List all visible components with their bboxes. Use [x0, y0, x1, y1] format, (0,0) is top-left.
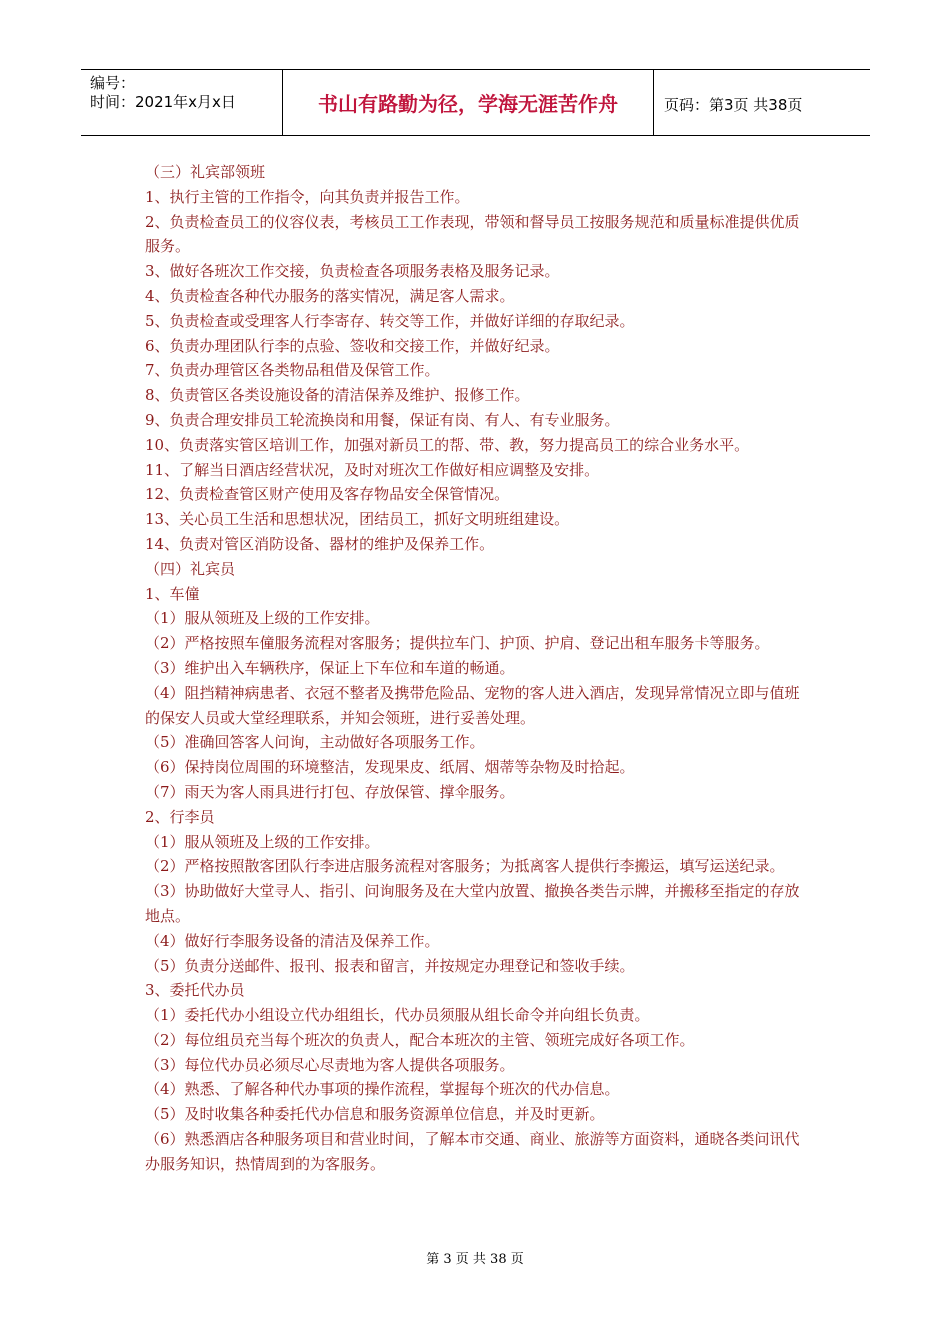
header-motto: 书山有路勤为径，学海无涯苦作舟 [318, 92, 618, 116]
body-paragraph: （三）礼宾部领班 [145, 163, 266, 181]
header-number-label: 编号： [90, 74, 136, 92]
body-paragraph: 11、了解当日酒店经营状况，及时对班次工作做好相应调整及安排。 [145, 460, 600, 479]
body-paragraph: 6、负责办理团队行李的点验、签收和交接工作，并做好纪录。 [145, 336, 560, 355]
body-paragraph: （3）协助做好大堂寻人、指引、问询服务及在大堂内放置、撤换各类告示牌，并搬移至指定的存放地点。 [145, 882, 800, 925]
body-paragraph: （4）做好行李服务设备的清洁及保养工作。 [145, 931, 440, 950]
body-paragraph: （2）每位组员充当每个班次的负责人，配合本班次的主管、领班完成好各项工作。 [145, 1030, 695, 1049]
body-paragraph: （6）熟悉酒店各种服务项目和营业时间，了解本市交通、商业、旅游等方面资料，通晓各类问讯代办服务知识，热情周到的为客服务。 [145, 1130, 800, 1173]
body-paragraph: 9、负责合理安排员工轮流换岗和用餐，保证有岗、有人、有专业服务。 [145, 410, 620, 429]
body-paragraph: （7）雨天为客人雨具进行打包、存放保管、撑伞服务。 [145, 782, 515, 801]
header-page-info: 页码：第3页 共38页 [664, 96, 803, 114]
body-paragraph: （1）服从领班及上级的工作安排。 [145, 609, 380, 628]
page-footer: 第 3 页 共 38 页 [426, 1252, 524, 1267]
body-paragraph: 1、执行主管的工作指令，向其负责并报告工作。 [145, 187, 470, 206]
header-bottom-rule [81, 135, 870, 136]
header-divider-right [653, 69, 654, 136]
body-paragraph: （6）保持岗位周围的环境整洁，发现果皮、纸屑、烟蒂等杂物及时拾起。 [145, 758, 635, 777]
body-paragraph: 7、负责办理管区各类物品租借及保管工作。 [145, 361, 440, 380]
document-body [145, 160, 810, 1177]
body-paragraph: 4、负责检查各种代办服务的落实情况，满足客人需求。 [145, 286, 515, 305]
body-paragraph: 8、负责管区各类设施设备的清洁保养及维护、报修工作。 [145, 386, 530, 405]
body-paragraph: （2）严格按照车僮服务流程对客服务；提供拉车门、护顶、护肩、登记出租车服务卡等服务。 [145, 634, 770, 653]
body-paragraph: （4）阻挡精神病患者、衣冠不整者及携带危险品、宠物的客人进入酒店，发现异常情况立即与值班的保安人员或大堂经理联系，并知会领班，进行妥善处理。 [145, 683, 800, 727]
body-paragraph: （1）委托代办小组设立代办组组长，代办员须服从组长命令并向组长负责。 [145, 1006, 650, 1025]
body-paragraph: 1、车僮 [145, 584, 200, 603]
body-paragraph: 3、委托代办员 [145, 981, 245, 1000]
body-paragraph: 5、负责检查或受理客人行李寄存、转交等工作，并做好详细的存取纪录。 [145, 311, 635, 330]
header-top-rule [81, 69, 870, 70]
body-paragraph: 12、负责检查管区财产使用及客存物品安全保管情况。 [145, 485, 510, 504]
body-paragraph: （5）负责分送邮件、报刊、报表和留言，并按规定办理登记和签收手续。 [145, 956, 635, 975]
body-paragraph: （5）及时收集各种委托代办信息和服务资源单位信息，并及时更新。 [145, 1105, 605, 1124]
body-paragraph: 14、负责对管区消防设备、器材的维护及保养工作。 [145, 534, 495, 553]
body-paragraph: （四）礼宾员 [145, 559, 236, 578]
body-paragraph: 10、负责落实管区培训工作，加强对新员工的帮、带、教，努力提高员工的综合业务水平。 [145, 435, 750, 454]
body-paragraph: （5）准确回答客人问询，主动做好各项服务工作。 [145, 733, 485, 752]
body-paragraph: 2、负责检查员工的仪容仪表，考核员工工作表现，带领和督导员工按服务规范和质量标准提供优质服务。 [145, 212, 800, 256]
body-paragraph: 2、行李员 [145, 807, 215, 826]
body-paragraph: 13、关心员工生活和思想状况，团结员工，抓好文明班组建设。 [145, 510, 570, 529]
header-date-label: 时间：2021年x月x日 [90, 93, 236, 111]
body-paragraph: （2）严格按照散客团队行李进店服务流程对客服务；为抵离客人提供行李搬运，填写运送纪录。 [145, 857, 785, 876]
body-paragraph: （3）每位代办员必须尽心尽责地为客人提供各项服务。 [145, 1055, 515, 1074]
body-paragraph: （4）熟悉、了解各种代办事项的操作流程，掌握每个班次的代办信息。 [145, 1080, 620, 1099]
body-paragraph: （3）维护出入车辆秩序，保证上下车位和车道的畅通。 [145, 658, 515, 677]
body-paragraph: （1）服从领班及上级的工作安排。 [145, 832, 380, 851]
body-paragraph: 3、做好各班次工作交接，负责检查各项服务表格及服务记录。 [145, 262, 560, 281]
